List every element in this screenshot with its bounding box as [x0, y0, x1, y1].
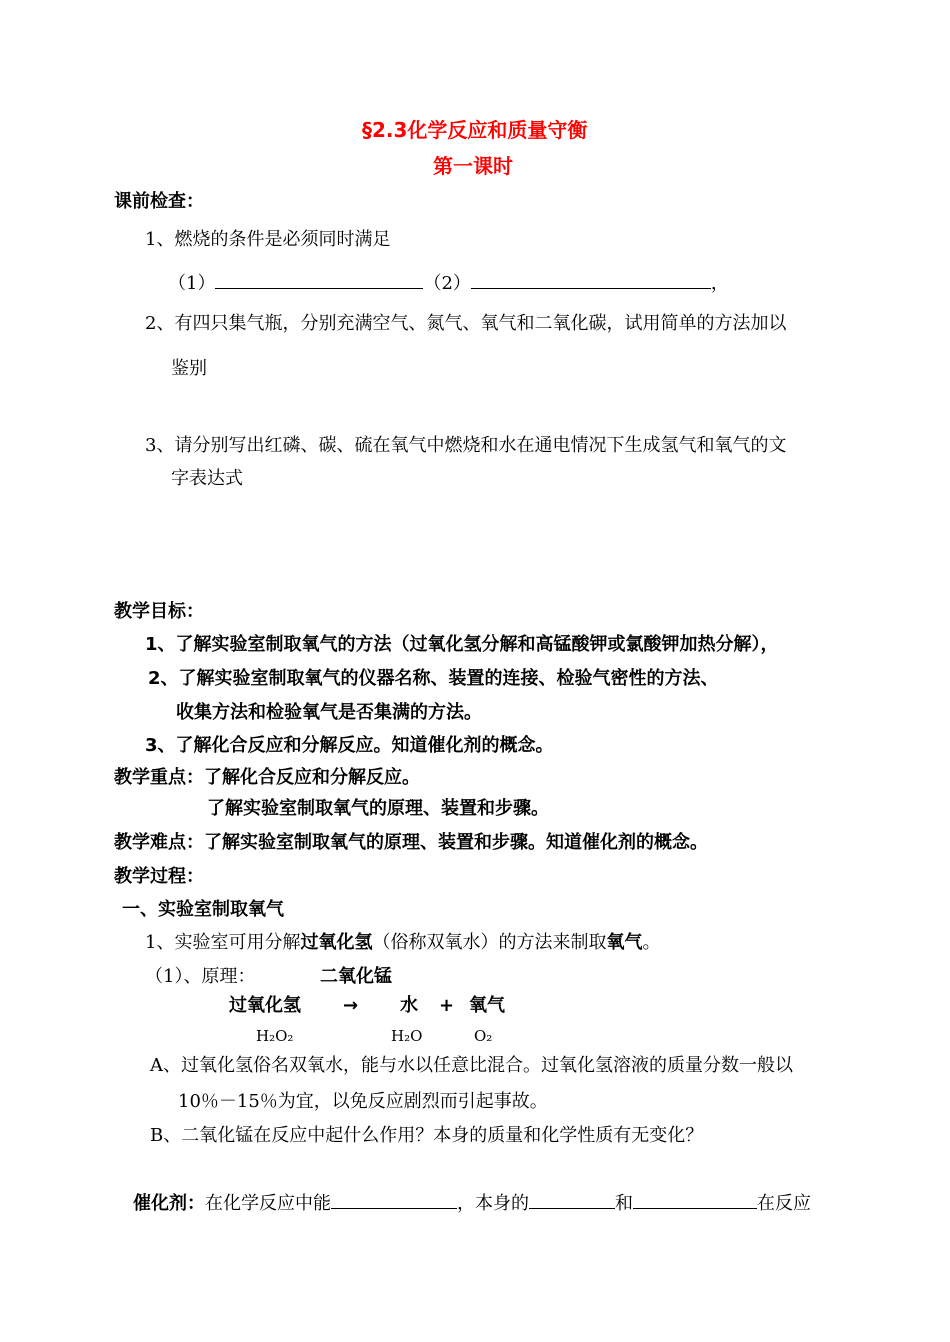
q1-label-1: （1） — [168, 273, 216, 294]
formula-o2: O₂ — [474, 1027, 493, 1045]
cat-text-3: 和 — [615, 1193, 633, 1214]
precheck-heading: 课前检查： — [114, 191, 204, 212]
precheck-q2-line2: 鉴别 — [171, 358, 207, 379]
objective-1: 1、了解实验室制取氧气的方法（过氧化氢分解和高锰酸钾或氯酸钾加热分解）， — [145, 634, 779, 655]
product-water: 水 — [400, 995, 418, 1016]
key-points-label: 教学重点： — [114, 767, 204, 788]
catalyst-definition — [133, 1190, 811, 1216]
product-oxygen: 氧气 — [469, 995, 505, 1016]
principle-label: （1）、原理： — [145, 966, 256, 987]
precheck-q1: 1、燃烧的条件是必须同时满足 — [145, 229, 391, 250]
objective-2-line2: 收集方法和检验氧气是否集满的方法。 — [176, 702, 482, 723]
note-a-line2: 10％－15％为宜，以免反应剧烈而引起事故。 — [178, 1091, 548, 1112]
cat-text-2: ，本身的 — [457, 1193, 529, 1214]
difficulty-label: 教学难点： — [114, 832, 204, 853]
reaction-arrow: → — [343, 995, 359, 1016]
p1-part-c: （俗称双氧水）的方法来制取 — [372, 932, 607, 953]
precheck-q2-line1: 2、有四只集气瓶，分别充满空气、氮气、氧气和二氧化碳，试用简单的方法加以 — [145, 313, 787, 334]
cat-text-4: 在反应 — [757, 1193, 811, 1214]
note-a-line1: A、过氧化氢俗名双氧水，能与水以任意比混合。过氧化氢溶液的质量分数一般以 — [150, 1055, 793, 1076]
precheck-q3-line1: 3、请分别写出红磷、碳、硫在氧气中燃烧和水在通电情况下生成氢气和氧气的文 — [145, 435, 787, 456]
objective-2-line1: 2、了解实验室制取氧气的仪器名称、装置的连接、检验气密性的方法、 — [148, 668, 719, 689]
cat-blank-1[interactable] — [331, 1190, 457, 1209]
q1-end: ， — [710, 273, 729, 294]
p1-end: 。 — [642, 932, 661, 953]
p1-part-a: 1、实验室可用分解 — [145, 932, 301, 953]
p1-oxygen: 氧气 — [606, 932, 643, 953]
catalyst-label: 二氧化锰 — [320, 966, 392, 987]
difficulty-line — [114, 831, 708, 855]
q1-label-2: （2） — [423, 273, 471, 294]
reactant-word: 过氧化氢 — [229, 995, 301, 1016]
q1-blank-1[interactable] — [215, 270, 423, 289]
precheck-q1-blanks — [168, 270, 729, 296]
difficulty-text: 了解实验室制取氧气的原理、装置和步骤。知道催化剂的概念。 — [204, 832, 708, 853]
paragraph-1 — [145, 931, 660, 955]
note-b: B、二氧化锰在反应中起什么作用？本身的质量和化学性质有无变化？ — [150, 1125, 704, 1146]
p1-h2o2: 过氧化氢 — [300, 932, 373, 953]
key-points-line1 — [114, 766, 420, 790]
formula-h2o2: H₂O₂ — [256, 1027, 294, 1045]
objectives-heading: 教学目标： — [114, 601, 204, 622]
q1-blank-2[interactable] — [471, 270, 711, 289]
process-heading: 教学过程： — [114, 866, 204, 887]
cat-blank-2[interactable] — [529, 1190, 615, 1209]
document-title: §2.3化学反应和质量守衡 — [362, 118, 588, 142]
cat-blank-3[interactable] — [633, 1190, 757, 1209]
precheck-q3-line2: 字表达式 — [171, 468, 243, 489]
document-subtitle: 第一课时 — [433, 154, 513, 178]
objective-3: 3、了解化合反应和分解反应。知道催化剂的概念。 — [145, 735, 554, 756]
catalyst-def-label: 催化剂： — [133, 1193, 205, 1214]
plus-sign: + — [439, 995, 455, 1016]
section-1-heading: 一、实验室制取氧气 — [122, 899, 284, 920]
key-points-text1: 了解化合反应和分解反应。 — [204, 767, 420, 788]
key-points-line2: 了解实验室制取氧气的原理、装置和步骤。 — [207, 798, 549, 819]
formula-h2o: H₂O — [391, 1027, 423, 1045]
cat-text-1: 在化学反应中能 — [205, 1193, 331, 1214]
